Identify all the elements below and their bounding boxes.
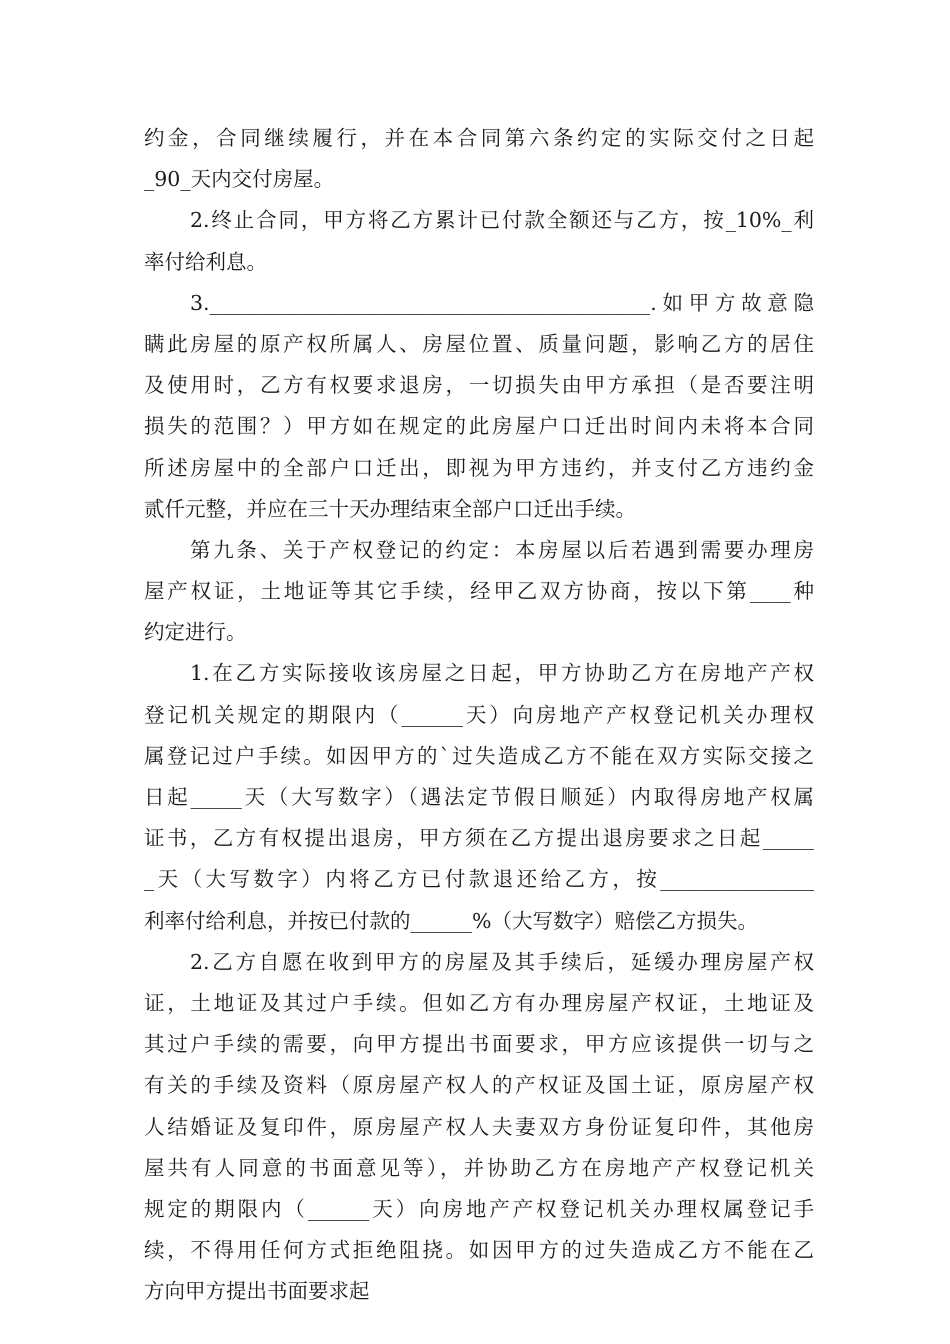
text-line: 2.终止合同，甲方将乙方累计已付款全额还与乙方，按_10%_利 xyxy=(190,208,814,233)
document-body xyxy=(144,118,814,1312)
text-line: 损失的范围？）甲方如在规定的此房屋户口迁出时间内未将本合同 xyxy=(144,414,814,439)
text-line: 率付给利息。 xyxy=(144,249,267,274)
text-line: 证书，乙方有权提出退房，甲方须在乙方提出退房要求之日起_____ xyxy=(144,826,814,851)
text-line: 方向甲方提出书面要求起 xyxy=(144,1279,370,1304)
text-line: 日起_____天（大写数字）（遇法定节假日顺延）内取得房地产权属 xyxy=(144,785,814,809)
text-line: 2.乙方自愿在收到甲方的房屋及其手续后，延缓办理房屋产权 xyxy=(190,949,814,974)
text-line: 屋共有人同意的书面意见等），并协助乙方在房地产产权登记机关 xyxy=(144,1155,814,1180)
text-line: 有关的手续及资料（原房屋产权人的产权证及国土证，原房屋产权 xyxy=(144,1073,814,1098)
text-line: 登记机关规定的期限内（______天）向房地产产权登记机关办理权 xyxy=(144,702,814,727)
text-line: 1.在乙方实际接收该房屋之日起，甲方协助乙方在房地产产权 xyxy=(190,661,814,686)
text-line: 规定的期限内（______天）向房地产产权登记机关办理权属登记手 xyxy=(144,1196,814,1221)
text-line: 所述房屋中的全部户口迁出，即视为甲方违约，并支付乙方违约金 xyxy=(144,455,814,480)
text-line: 利率付给利息，并按已付款的______%（大写数字）赔偿乙方损失。 xyxy=(144,908,758,933)
text-line: 约定进行。 xyxy=(144,620,247,645)
text-line: 3.___________________________________________.如甲方故意隐 xyxy=(190,290,814,315)
text-line: 及使用时，乙方有权要求退房，一切损失由甲方承担（是否要注明 xyxy=(144,373,814,398)
text-line: 第九条、关于产权登记的约定：本房屋以后若遇到需要办理房 xyxy=(190,537,814,562)
text-line: 瞒此房屋的原产权所属人、房屋位置、质量问题，影响乙方的居住 xyxy=(144,331,814,356)
text-line: 屋产权证，土地证等其它手续，经甲乙双方协商，按以下第____种 xyxy=(144,579,814,604)
text-line: 属登记过户手续。如因甲方的`过失造成乙方不能在双方实际交接之 xyxy=(144,743,814,768)
text-line: _90_天内交付房屋。 xyxy=(144,167,335,192)
text-line: 约金，合同继续履行，并在本合同第六条约定的实际交付之日起 xyxy=(144,126,814,150)
text-line: 续，不得用任何方式拒绝阻挠。如因甲方的过失造成乙方不能在乙 xyxy=(144,1238,814,1263)
text-line: 其过户手续的需要，向甲方提出书面要求，甲方应该提供一切与之 xyxy=(144,1032,814,1057)
text-line: 证，土地证及其过户手续。但如乙方有办理房屋产权证，土地证及 xyxy=(144,990,814,1015)
text-line: 人结婚证及复印件，原房屋产权人夫妻双方身份证复印件，其他房 xyxy=(144,1114,814,1139)
text-line: 贰仟元整，并应在三十天办理结束全部户口迁出手续。 xyxy=(144,496,636,521)
text-line: _天（大写数字）内将乙方已付款退还给乙方，按_______________ xyxy=(144,867,814,892)
